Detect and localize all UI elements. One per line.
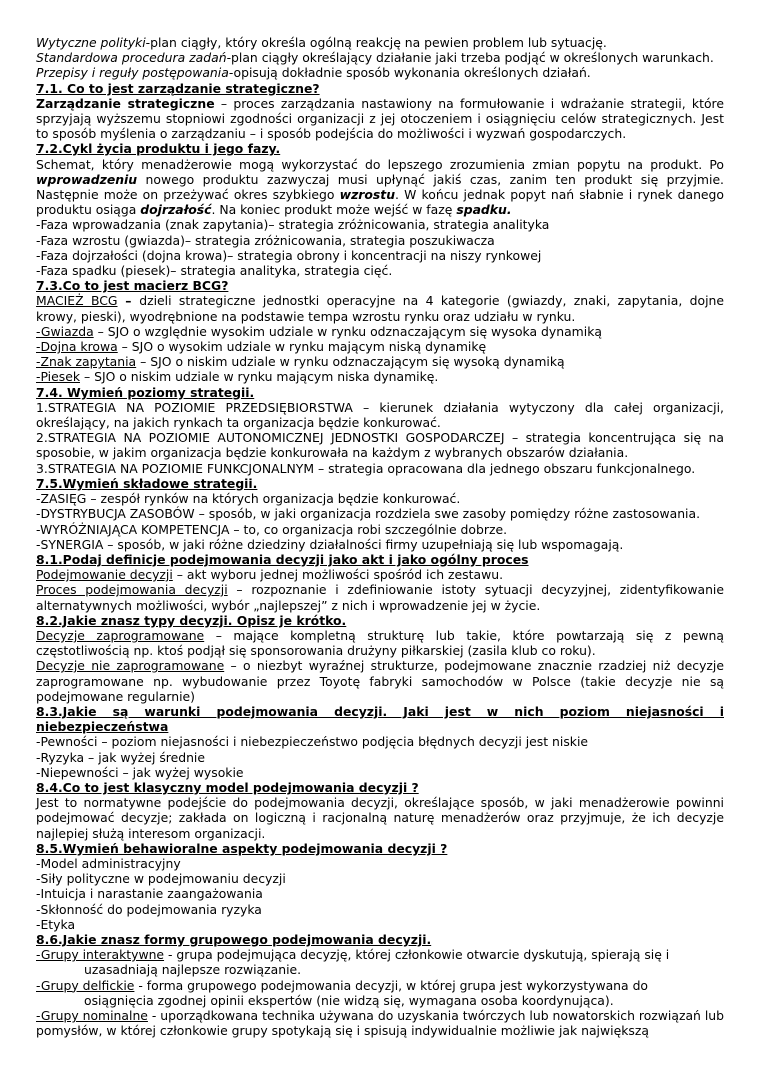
list-item: -Ryzyka – jak wyżej średnie [36, 749, 206, 765]
list-item: -Skłonność do podejmowania ryzyka [36, 901, 262, 917]
list-item: -Faza dojrzałości (dojna krowa)– strategia obrony i koncentracji na niszy rynkowej [36, 247, 542, 263]
term: Decyzje zaprogramowane [36, 627, 205, 643]
heading-7-5: 7.5.Wymień składowe strategii. [36, 475, 258, 491]
text: nowego produktu zazwyczaj musi upłynąć jakiś czas, zanim ten produkt się przyjmie. Następnie może on przeżywać okres szybkiego [36, 171, 724, 203]
term: -Grupy nominalne [36, 1008, 148, 1023]
list-item: -Faza wzrostu (gwiazda)– strategia zróżnicowania, strategia poszukiwacza [36, 232, 495, 248]
paragraph-7-2 [36, 157, 724, 218]
list-item: -Model administracyjny [36, 855, 181, 871]
definition-continuation: uzasadniają najlepsze rozwiązanie. [84, 962, 302, 978]
definition: -plan ciągły, który określa ogólną reakcję na pewien problem lub sytuację. [145, 35, 607, 50]
definition: – SJO o względnie wysokim udziale w rynku odznaczającym się wysoka dynamiką [93, 323, 602, 339]
term: -Dojna krowa [36, 339, 118, 355]
list-item: 3.STRATEGIA NA POZIOMIE FUNKCJONALNYM – strategia opracowana dla jednego obszaru funkcjonalnego. [36, 460, 696, 476]
definition: - grupa podejmująca decyzję, której członkowie otwarcie dyskutują, spierają się i [164, 947, 670, 963]
term: -Gwiazda [36, 323, 94, 339]
emphasis: spadku. [456, 202, 512, 218]
definition-item [36, 1008, 724, 1038]
term: -Piesek [36, 369, 80, 385]
term: -Znak zapytania [36, 354, 137, 370]
term: -Grupy delfickie [36, 977, 135, 993]
intro-line-2 [36, 50, 724, 65]
term: Decyzje nie zaprogramowane [36, 658, 225, 674]
list-item [36, 354, 724, 369]
list-item: 2.STRATEGIA NA POZIOMIE AUTONOMICZNEJ JEDNOSTKI GOSPODARCZEJ – strategia koncentrująca się na sposobie, w jakim organizacja będzie konkurowała na każdym z wybranych obszarów działania. [36, 430, 724, 461]
heading-7-3: 7.3.Co to jest macierz BCG? [36, 278, 229, 294]
definition: – mające kompletną strukturę lub takie, które powtarzają się z pewną częstotliwością np. ktoś podjął się sponsorowania drużyny piłkarskiej (zasila klub co roku). [36, 627, 725, 659]
definition: – rozpoznanie i zdefiniowanie istoty sytuacji decyzyjnej, zidentyfikowanie alternatywnych możliwości, wybór „najlepszej” z nich i wprowadzenie jej w życie. [36, 582, 724, 613]
definition: – SJO o niskim udziale w rynku odznaczającym się wysoką dynamiką [136, 354, 565, 370]
text: Schemat, który menadżerowie mogą wykorzystać do lepszego zrozumienia zmian popytu na produkt. Po [36, 156, 724, 172]
emphasis: dojrzałość [140, 202, 212, 218]
term: MACIEŻ BCG [36, 293, 118, 309]
list-item: -Siły polityczne w podejmowaniu decyzji [36, 871, 286, 887]
definition: – SJO o niskim udziale w rynku mającym niska dynamikę. [80, 369, 439, 385]
definition: – SJO o wysokim udziale w rynku mającym niską dynamikę [117, 339, 487, 355]
list-item: -WYRÓŻNIAJĄCA KOMPETENCJA – to, co organizacja robi szczególnie dobrze. [36, 521, 508, 537]
list-item: -Niepewności – jak wyżej wysokie [36, 764, 244, 780]
list-item: -SYNERGIA – sposób, w jaki różne dziedziny działalności firmy uzupełniają się lub wspomagają. [36, 536, 624, 552]
term: Zarządzanie strategiczne [36, 95, 215, 111]
list-item: -DYSTRYBUCJA ZASOBÓW – sposób, w jaki organizacja rozdziela swe zasoby pomiędzy różne zastosowania. [36, 506, 701, 522]
definition: -opisują dokładnie sposób wykonania określonych działań. [228, 65, 591, 81]
heading-8-1: 8.1.Podaj definicje podejmowania decyzji jako akt i jako ogólny proces [36, 551, 529, 567]
intro-line-1 [36, 35, 724, 50]
definition: – proces zarządzania nastawiony na formułowanie i wdrażanie strategii, które sprzyjają wyższemu stopniowi zgodności organizacji z jej otoczeniem i osiągnięciu celów strategicznych. Jest to sposób myślenia o zarządzaniu – i sposób podejścia do możliwości i wyzwań gospodarczych. [36, 95, 724, 142]
definition-item [36, 628, 724, 658]
definition-item [36, 582, 724, 612]
list-item: -Etyka [36, 916, 76, 932]
heading-7-2: 7.2.Cykl życia produktu i jego fazy. [36, 141, 281, 157]
term: Standardowa procedura zadań [36, 50, 227, 66]
heading-8-3: 8.3.Jakie są warunki podejmowania decyzji. Jaki jest w nich poziom niejasności i niebezpieczeństwa [36, 703, 724, 735]
definition: -plan ciągły określający działanie jaki trzeba podjąć w określonych warunkach. [226, 50, 714, 66]
definition-item [36, 947, 724, 962]
list-item: -Intuicja i narastanie zaangażowania [36, 886, 263, 902]
definition-item [36, 567, 724, 582]
emphasis: wprowadzeniu [36, 171, 138, 187]
list-item: -ZASIĘG – zespół rynków na których organizacja będzie konkurować. [36, 491, 461, 507]
definition: – o niezbyt wyraźnej strukturze, podejmowane znacznie rzadziej niż decyzje zaprogramowane np. wybudowanie przez Toyotę fabryki samochodów w Polsce (takie decyzje nie są podejmowane regularnie) [36, 658, 724, 704]
definition-item [36, 658, 724, 704]
intro-line-3 [36, 65, 724, 80]
list-item: -Pewności – poziom niejasności i niebezpieczeństwo podjęcia błędnych decyzji jest niskie [36, 734, 589, 750]
text: . Na koniec produkt może wejść w fazę [211, 202, 457, 218]
definition: - forma grupowego podejmowania decyzji, w której grupa jest wykorzystywana do [134, 977, 649, 993]
list-item [36, 339, 724, 354]
heading-8-4: 8.4.Co to jest klasyczny model podejmowania decyzji ? [36, 779, 419, 795]
list-item [36, 369, 724, 384]
heading-8-2: 8.2.Jakie znasz typy decyzji. Opisz je krótko. [36, 612, 347, 628]
definition: dzieli strategiczne jednostki operacyjne na 4 kategorie (gwiazdy, znaki, zapytania, dojne krowy, pieski), wyodrębnione na podstawie tempa wzrostu rynku oraz udziału w rynku. [36, 293, 725, 324]
paragraph-7-1 [36, 96, 724, 142]
term: Przepisy i reguły postępowania [36, 65, 229, 81]
heading-8-5: 8.5.Wymień behawioralne aspekty podejmowania decyzji ? [36, 840, 448, 856]
term: -Grupy interaktywne [36, 947, 165, 963]
term: Proces podejmowania decyzji [36, 582, 228, 598]
heading-7-1: 7.1. Co to jest zarządzanie strategiczne? [36, 80, 320, 96]
list-item [36, 324, 724, 339]
paragraph-8-4: Jest to normatywne podejście do podejmowania decyzji, określające sposób, w jaki menadżerowie powinni podejmować decyzje; zakłada on logiczną i racjonalną naturę menadżerów oraz przyjmuje, że ich decyzje najlepiej służą interesom organizacji. [36, 795, 724, 841]
list-item: -Faza spadku (piesek)– strategia analityka, strategia cięć. [36, 263, 393, 279]
list-item: -Faza wprowadzania (znak zapytania)– strategia zróżnicowania, strategia analityka [36, 217, 550, 233]
definition-continuation: osiągnięcia zgodnej opinii ekspertów (nie widzą się, wymagana osoba koordynująca). [84, 992, 614, 1008]
term: Podejmowanie decyzji [36, 567, 173, 583]
term: Wytyczne polityki [36, 35, 146, 50]
definition: – akt wyboru jednej możliwości spośród ich zestawu. [172, 567, 504, 583]
definition-item [36, 978, 724, 993]
heading-7-4: 7.4. Wymień poziomy strategii. [36, 384, 255, 400]
text: . W końcu jednak popyt nań słabnie i rynek danego produktu osiąga [36, 187, 724, 218]
heading-8-6: 8.6.Jakie znasz formy grupowego podejmowania decyzji. [36, 931, 432, 947]
list-item: 1.STRATEGIA NA POZIOMIE PRZEDSIĘBIORSTWA – kierunek działania wytyczony dla całej organizacji, określający, na jakich rynkach ta organizacja będzie konkurować. [36, 399, 724, 431]
emphasis: wzrostu [339, 187, 396, 203]
dash: – [117, 293, 140, 309]
definition: - uporządkowana technika używana do uzyskania twórczych lub nowatorskich rozwiązań lub pomysłów, w której członkowie grupy spotykają się i spisują indywidualnie możliwie jak największą [36, 1008, 725, 1039]
paragraph-7-3 [36, 293, 724, 323]
